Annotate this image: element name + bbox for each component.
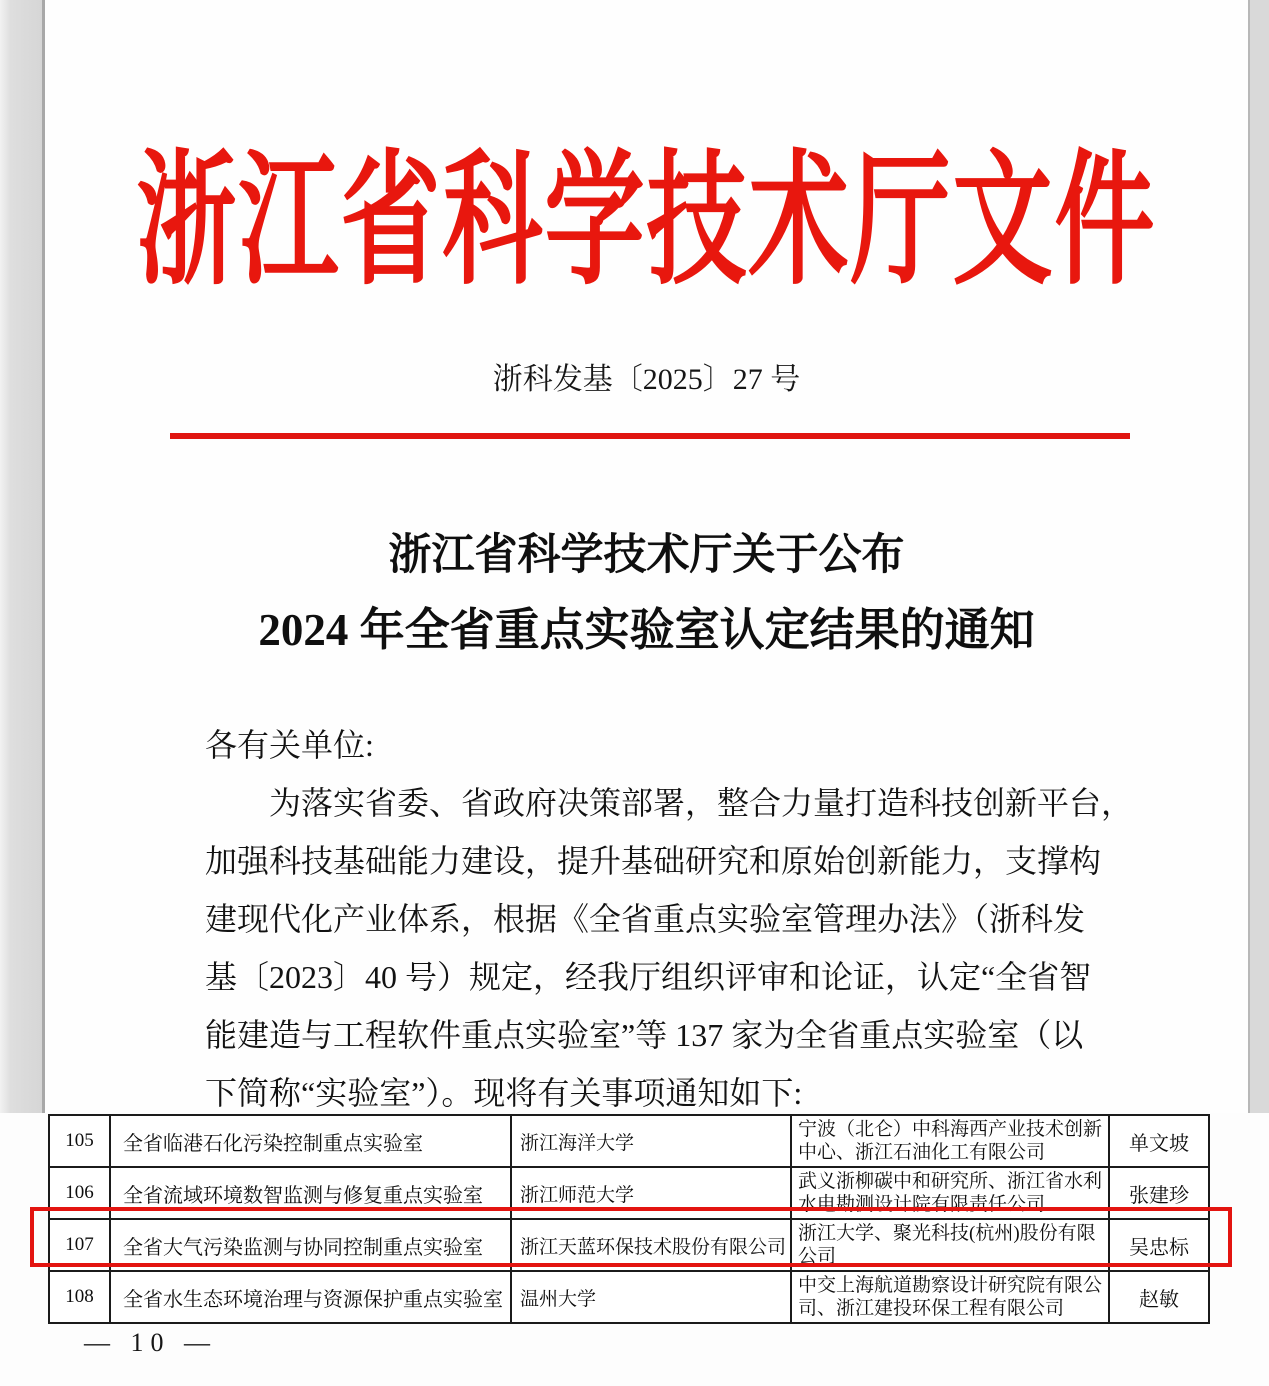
lab-name-cell: 全省流域环境数智监测与修复重点实验室: [110, 1167, 511, 1219]
notice-title: [45, 518, 1248, 668]
agency-letterhead-title: 浙江省科学技术厅文件: [136, 141, 1157, 303]
partners-cell: 浙江大学、聚光科技(杭州)股份有限公司: [791, 1219, 1109, 1271]
body-line: 下简称“实验室”）。现将有关事项通知如下:: [205, 1075, 803, 1111]
page-left-margin: [0, 0, 45, 1113]
partners-cell: 中交上海航道勘察设计研究院有限公司、浙江建投环保工程有限公司: [791, 1271, 1109, 1323]
body-line: 基〔2023〕40 号）规定，经我厅组织评审和论证，认定“全省智: [205, 959, 1092, 995]
lab-name-cell: 全省水生态环境治理与资源保护重点实验室: [110, 1271, 511, 1323]
notice-body: [205, 716, 1134, 1122]
director-cell: 吴忠标: [1109, 1219, 1209, 1271]
lab-name-cell: 全省大气污染监测与协同控制重点实验室: [110, 1219, 511, 1271]
institution-cell: 温州大学: [511, 1271, 791, 1323]
row-number-cell: 105: [49, 1115, 110, 1167]
institution-cell: 浙江海洋大学: [511, 1115, 791, 1167]
document-number: 浙科发基〔2025〕27 号: [492, 363, 801, 396]
body-line: 加强科技基础能力建设，提升基础研究和原始创新能力，支撑构: [205, 843, 1102, 879]
row-number-cell: 108: [49, 1271, 110, 1323]
notice-title-line2: 2024 年全省重点实验室认定结果的通知: [258, 605, 1035, 655]
institution-cell: 浙江天蓝环保技术股份有限公司: [511, 1219, 791, 1271]
table-row: [49, 1271, 1209, 1323]
row-number-cell: 106: [49, 1167, 110, 1219]
table-row-highlighted: [49, 1219, 1209, 1271]
table-row: [49, 1115, 1209, 1167]
body-line: 建现代化产业体系，根据《全省重点实验室管理办法》（浙科发: [205, 901, 1086, 937]
table-row: [49, 1167, 1209, 1219]
salutation: 各有关单位:: [205, 727, 374, 763]
director-cell: 单文坡: [1109, 1115, 1209, 1167]
partners-cell: 武义浙柳碳中和研究所、浙江省水利水电勘测设计院有限责任公司: [791, 1167, 1109, 1219]
partners-cell: 宁波（北仑）中科海西产业技术创新中心、浙江石油化工有限公司: [791, 1115, 1109, 1167]
institution-cell: 浙江师范大学: [511, 1167, 791, 1219]
director-cell: 赵敏: [1109, 1271, 1209, 1323]
page-number: — 10 —: [84, 1328, 217, 1357]
laboratory-list-table: [48, 1114, 1210, 1324]
body-line: 为落实省委、省政府决策部署，整合力量打造科技创新平台，: [269, 785, 1134, 821]
body-line: 能建造与工程软件重点实验室”等 137 家为全省重点实验室（以: [205, 1017, 1084, 1053]
lab-name-cell: 全省临港石化污染控制重点实验室: [110, 1115, 511, 1167]
page-right-margin: [1248, 0, 1269, 1113]
letterhead-red-divider: [170, 433, 1130, 439]
row-number-cell: 107: [49, 1219, 110, 1271]
notice-title-line1: 浙江省科学技术厅关于公布: [388, 532, 905, 579]
director-cell: 张建珍: [1109, 1167, 1209, 1219]
